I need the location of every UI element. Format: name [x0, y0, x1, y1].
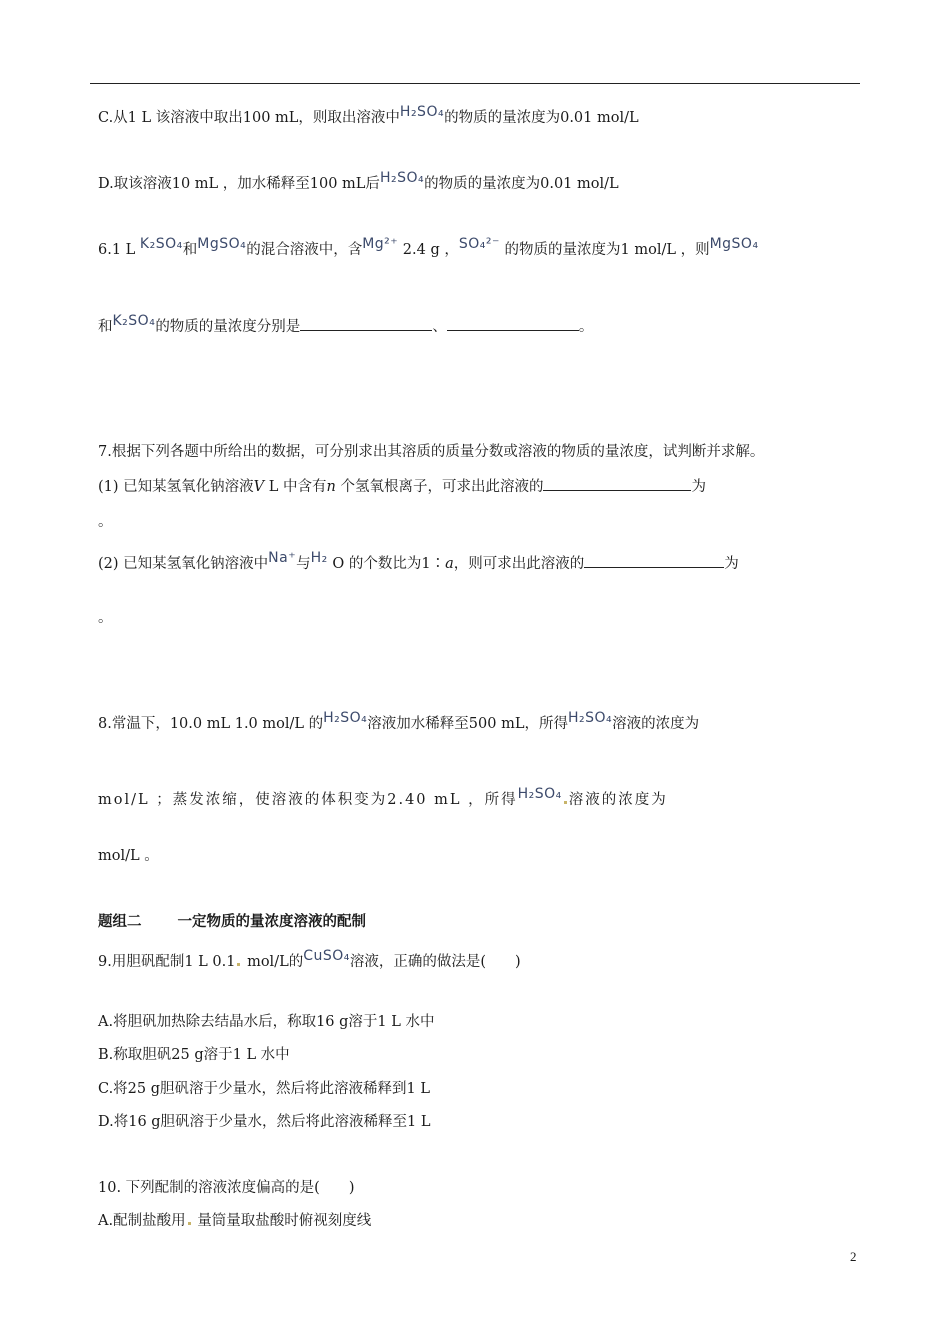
mark	[237, 963, 240, 966]
text: 的物质的量浓度为0.01 mol/L	[444, 110, 639, 126]
text: 。	[98, 610, 113, 626]
option-b	[98, 1045, 290, 1065]
question-9	[98, 948, 521, 972]
formula-h2: H₂	[310, 550, 328, 566]
text: (1) 已知某氢氧化钠溶液	[98, 479, 254, 495]
variable-a: a	[445, 556, 454, 572]
header-rule	[90, 83, 860, 84]
text: 7.根据下列各题中所给出的数据，可分别求出其溶质的质量分数或溶液的物质的量浓度，试判断并求解。	[98, 444, 765, 460]
text: C.将25 g胆矾溶于少量水，然后将此溶液稀释到1 L	[98, 1081, 430, 1097]
text: 和	[182, 242, 198, 258]
formula-h2so4: H₂SO₄	[379, 170, 425, 186]
text: 溶液的浓度为	[568, 792, 668, 808]
formula-na: Na⁺	[268, 550, 297, 566]
heading-title: 一定物质的量浓度溶液的配制	[177, 914, 366, 930]
formula-mgso4: MgSO₄	[197, 236, 247, 252]
question-8	[98, 710, 700, 734]
text: 8.常温下，10.0 mL 1.0 mol/L 的	[98, 716, 324, 732]
question-10	[98, 1178, 354, 1198]
text: A.将胆矾加热除去结晶水后，称取16 g溶于1 L 水中	[98, 1014, 435, 1030]
mark	[188, 1222, 191, 1225]
option-d	[98, 1112, 431, 1132]
answer-blank[interactable]	[543, 476, 691, 491]
text: ，则可求出此溶液的	[453, 556, 585, 572]
question-6-cont	[98, 313, 594, 337]
option-c	[98, 104, 639, 128]
formula-h2so4: H₂SO₄	[517, 786, 562, 802]
text: 为	[724, 556, 739, 572]
answer-blank[interactable]	[584, 553, 724, 568]
formula-k2so4: K₂SO₄	[112, 313, 156, 329]
formula-h2so4: H₂SO₄	[323, 710, 368, 726]
text: 的物质的量浓度为0.01 mol/L	[424, 176, 619, 192]
text: 10. 下列配制的溶液浓度偏高的是( )	[98, 1180, 355, 1196]
question-7-1	[98, 476, 706, 497]
page-number: 2	[850, 1249, 857, 1264]
answer-blank[interactable]	[447, 316, 579, 331]
formula-h2so4: H₂SO₄	[567, 710, 613, 726]
text: 溶液，正确的做法是( )	[349, 954, 521, 970]
option-a	[98, 1211, 371, 1231]
text: D.将16 g胆矾溶于少量水，然后将此溶液稀释至1 L	[98, 1114, 431, 1130]
text: 和	[98, 319, 113, 335]
text: 与	[296, 556, 311, 572]
option-c	[98, 1079, 430, 1099]
question-7	[98, 442, 764, 462]
text: mol/L ；蒸发浓缩，使溶液的体积变为2.40 mL ，所得	[98, 792, 518, 808]
text: 的物质的量浓度为1 mol/L ，则	[499, 242, 710, 258]
question-7-2	[98, 550, 739, 574]
question-7-2-end	[98, 608, 113, 628]
text: 9.用胆矾配制1 L 0.1	[98, 954, 236, 970]
formula-mgso4: MgSO₄	[709, 236, 759, 252]
question-8-cont	[98, 786, 668, 810]
text: A.配制盐酸用	[98, 1213, 186, 1229]
text: 溶液加水稀释至500 mL，所得	[367, 716, 568, 732]
mark	[564, 801, 567, 804]
formula-k2so4: K₂SO₄	[139, 236, 183, 252]
text: 的物质的量浓度分别是	[155, 319, 301, 335]
heading-label: 题组二	[98, 914, 142, 930]
text: 、	[432, 319, 447, 335]
variable-n: n	[326, 479, 336, 495]
text: mol/L 。	[98, 848, 159, 864]
text: 量筒量取盐酸时俯视刻度线	[192, 1213, 372, 1229]
text: 个氢氧根离子，可求出此溶液的	[335, 479, 544, 495]
question-7-1-end	[98, 512, 113, 532]
formula-cuso4: CuSO₄	[303, 948, 350, 964]
formula-mg2: Mg²⁺	[362, 236, 399, 252]
option-d	[98, 170, 619, 194]
text: O 的个数比为1∶	[327, 556, 446, 572]
text: 2.4 g ，	[398, 242, 459, 258]
text: C.从1 L 该溶液中取出100 mL，则取出溶液中	[98, 110, 400, 126]
text: 6.1 L	[98, 242, 140, 258]
text: 。	[578, 319, 594, 335]
text: L 中含有	[264, 479, 327, 495]
formula-h2so4: H₂SO₄	[399, 104, 445, 120]
text: 的混合溶液中，含	[246, 242, 363, 258]
option-a	[98, 1012, 435, 1032]
section-heading	[98, 912, 366, 932]
text: B.称取胆矾25 g溶于1 L 水中	[98, 1047, 290, 1063]
text: (2) 已知某氢氧化钠溶液中	[98, 556, 269, 572]
text: 溶液的浓度为	[612, 716, 700, 732]
question-8-end	[98, 846, 159, 866]
text: mol/L的	[242, 954, 304, 970]
text: D.取该溶液10 mL ，加水稀释至100 mL后	[98, 176, 380, 192]
text: 。	[98, 514, 113, 530]
answer-blank[interactable]	[300, 316, 432, 331]
text: 为	[691, 479, 706, 495]
variable-v: V	[253, 479, 265, 495]
formula-so4: SO₄²⁻	[458, 236, 500, 252]
question-6	[98, 236, 759, 260]
